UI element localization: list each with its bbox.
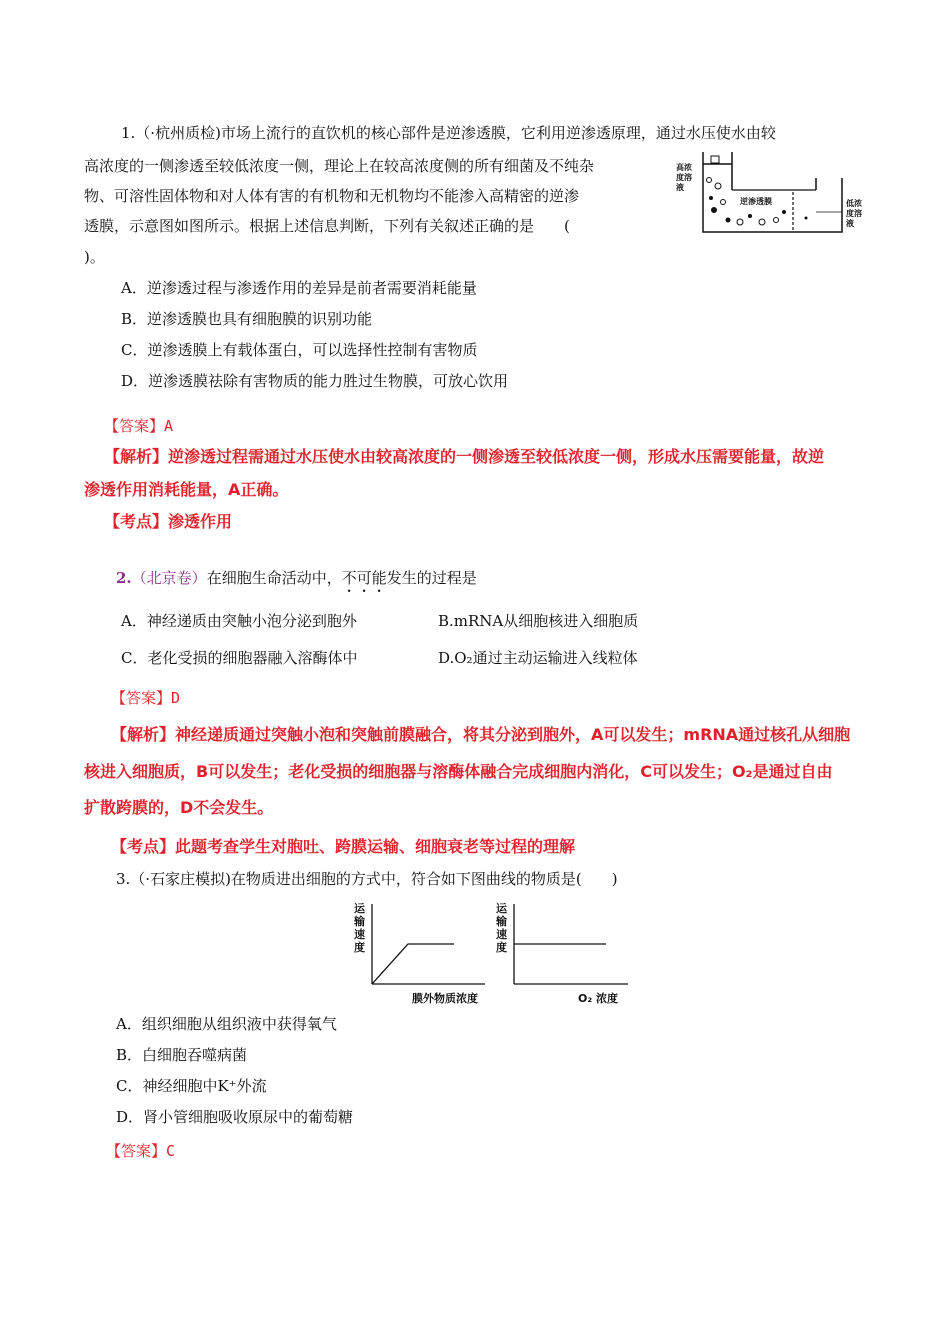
q3-option-c: C．神经细胞中K⁺外流 [116,1077,267,1095]
q2-stem-emphasis: 不可能 [341,569,387,587]
left-ylabel-1: 运 [354,902,365,915]
point-tag: 【考点】 [104,512,169,531]
q1-stem-line-3: 物、可溶性固体物和对人体有害的有机物和无机物均不能渗入高精密的逆渗 [84,187,580,205]
q2-option-a: A．神经递质由突触小泡分泌到胞外 [121,612,357,630]
q3-option-b: B．白细胞吞噬病菌 [116,1046,248,1064]
label-membrane: 逆渗透膜 [740,197,772,206]
q1-option-d: D．逆渗透膜祛除有害物质的能力胜过生物膜，可放心饮用 [121,372,509,390]
answer-value: D [171,689,181,707]
q2-analysis-line-1 [111,725,850,745]
answer-tag: 【答案】 [106,1142,167,1160]
left-ylabel-3: 速 [354,928,365,941]
q1-stem-line-2: 高浓度的一侧渗透至较低浓度一侧，理论上在较高浓度侧的所有细菌及不纯杂 [84,157,595,175]
reverse-osmosis-diagram [676,150,862,236]
q2-analysis-line-2: 核进入细胞质，B可以发生；老化受损的细胞器与溶酶体融合完成细胞内消化，C可以发生；O₂是通过自由 [84,762,833,781]
q1-answer [104,416,173,436]
q2-stem-a: 在细胞生命活动中， [206,569,342,587]
answer-value: C [166,1142,176,1160]
right-ylabel-3: 速 [496,928,507,941]
q2-option-b: B.mRNA从细胞核进入细胞质 [438,612,639,630]
answer-tag: 【答案】 [111,689,172,707]
q2-source: （北京卷） [131,569,207,587]
q1-stem-line-1: 1.（·杭州质检)市场上流行的直饮机的核心部件是逆渗透膜，它利用逆渗透原理，通过水压使水由较 [121,124,776,142]
q1-option-b: B．逆渗透膜也具有细胞膜的识别功能 [121,310,373,328]
transport-rate-graphs [350,898,640,1010]
label-low-3: 液 [846,219,854,228]
label-low-1: 低浓 [846,199,862,208]
q2-analysis-line-3: 扩散跨膜的，D不会发生。 [84,798,274,817]
q2-number: 2. [116,569,132,587]
q1-point [104,512,232,532]
q2-option-d: D.O₂通过主动运输进入线粒体 [438,649,638,667]
q2-point [111,837,575,857]
label-high-3: 液 [676,183,684,192]
q1-option-a: A．逆渗透过程与渗透作用的差异是前者需要消耗能量 [121,279,477,297]
q1-stem-line-4: 透膜，示意图如图所示。根据上述信息判断，下列有关叙述正确的是 ( [84,217,570,235]
q1-stem-line-5: )。 [84,248,105,266]
q1-analysis-line-1 [104,447,824,467]
analysis-tag: 【解析】 [104,447,169,466]
answer-tag: 【答案】 [104,417,165,435]
label-low-2: 度溶 [846,209,862,218]
right-ylabel-1: 运 [496,902,507,915]
q3-answer [106,1141,175,1161]
q1-analysis-line-2: 渗透作用消耗能量，A正确。 [84,480,289,499]
label-high-1: 高浓 [676,163,692,172]
q2-stem [116,568,477,596]
q3-option-d: D．肾小管细胞吸收原尿中的葡萄糖 [116,1108,354,1126]
q2-answer [111,688,180,708]
q2-option-c: C．老化受损的细胞器融入溶酶体中 [121,649,358,667]
label-high-2: 度溶 [676,173,692,182]
point-text: 此题考查学生对胞吐、跨膜运输、细胞衰老等过程的理解 [175,837,576,856]
q2-stem-c: 发生的过程是 [386,569,477,587]
left-ylabel-2: 输 [354,915,365,928]
left-xlabel: 膜外物质浓度 [412,992,478,1005]
right-xlabel: O₂ 浓度 [578,992,618,1005]
analysis-tag: 【解析】 [111,725,176,744]
analysis-text: 逆渗透过程需通过水压使水由较高浓度的一侧渗透至较低浓度一侧，形成水压需要能量，故逆 [168,447,825,466]
point-tag: 【考点】 [111,837,176,856]
q1-option-c: C．逆渗透膜上有载体蛋白，可以选择性控制有害物质 [121,341,478,359]
q3-stem: 3.（·石家庄模拟)在物质进出细胞的方式中，符合如下图曲线的物质是( ) [116,870,618,888]
point-text: 渗透作用 [168,512,233,531]
right-ylabel-2: 输 [496,915,507,928]
q3-option-a: A．组织细胞从组织液中获得氧气 [116,1015,337,1033]
answer-value: A [164,417,174,435]
right-ylabel-4: 度 [496,941,507,954]
analysis-text: 神经递质通过突触小泡和突触前膜融合，将其分泌到胞外，A可以发生；mRNA通过核孔从细胞 [175,725,851,744]
left-ylabel-4: 度 [354,941,365,954]
